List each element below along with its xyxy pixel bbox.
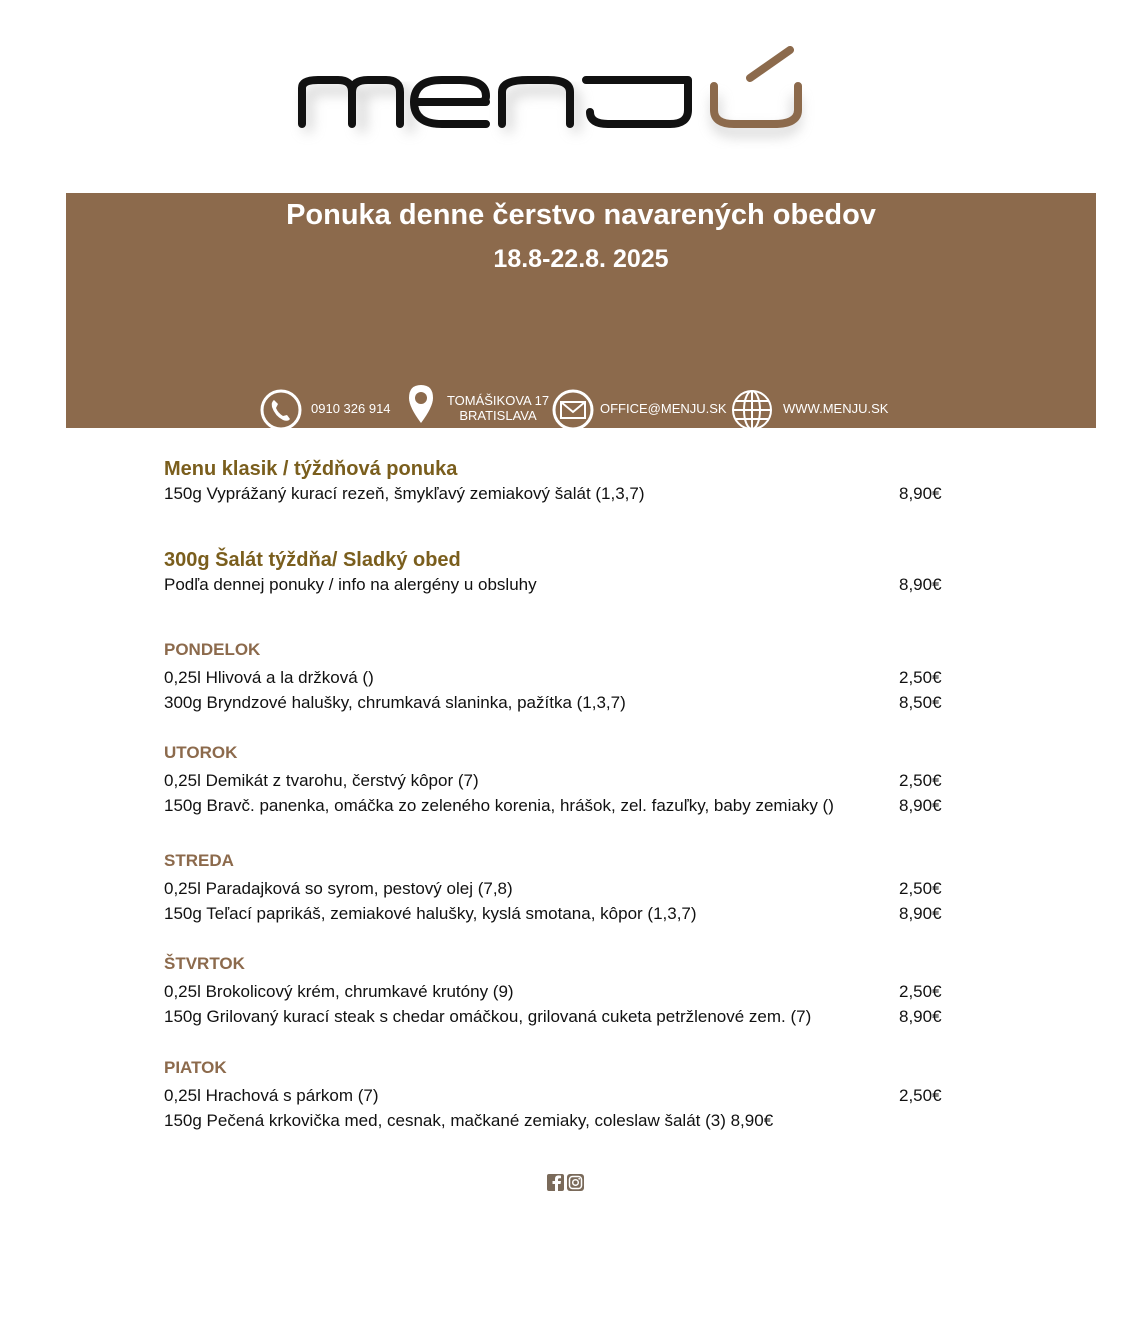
special-section <box>164 458 964 506</box>
item-price: 2,50€ <box>899 982 942 1001</box>
item-description: 150g Grilovaný kurací steak s chedar omáčkou, grilovaná cuketa petržlenové zem. (7) <box>164 1007 812 1026</box>
address <box>443 393 553 423</box>
item-description: 0,25l Hlivová a la držková () <box>164 668 374 687</box>
day-section-utorok <box>164 743 964 818</box>
item-price: 2,50€ <box>899 879 942 898</box>
special-heading: Menu klasik / týždňová ponuka <box>164 458 458 480</box>
day-heading: PONDELOK <box>164 640 261 659</box>
instagram-icon[interactable] <box>567 1174 584 1191</box>
page-title: Ponuka denne čerstvo navarených obedov <box>286 199 876 231</box>
menu-item <box>164 690 964 715</box>
email-icon <box>551 388 595 428</box>
item-price: 8,90€ <box>899 904 942 923</box>
item-description: 0,25l Hrachová s párkom (7) <box>164 1086 379 1105</box>
day-section-piatok <box>164 1058 964 1133</box>
item-price: 2,50€ <box>899 668 942 687</box>
menu-item <box>164 876 964 901</box>
item-description: 150g Bravč. panenka, omáčka zo zeleného korenia, hrášok, zel. fazuľky, baby zemiaky () <box>164 796 834 815</box>
menu-item <box>164 1108 964 1133</box>
item-description: 0,25l Brokolicový krém, chrumkavé krutóny (9) <box>164 982 514 1001</box>
item-price: 8,50€ <box>899 693 942 712</box>
menu-item <box>164 572 964 597</box>
address-city: BRATISLAVA <box>459 408 537 423</box>
item-description: 0,25l Demikát z tvarohu, čerstvý kôpor (7) <box>164 771 479 790</box>
item-description: 150g Pečená krkovička med, cesnak, mačkané zemiaky, coleslaw šalát (3) 8,90€ <box>164 1111 774 1130</box>
address-street: TOMÁŠIKOVA 17 <box>446 393 550 408</box>
special-section <box>164 549 964 597</box>
special-heading: 300g Šalát týždňa/ Sladký obed <box>164 549 461 571</box>
menu-item <box>164 901 964 926</box>
day-heading: ŠTVRTOK <box>164 954 245 973</box>
menu-item <box>164 1083 964 1108</box>
item-price: 2,50€ <box>899 771 942 790</box>
menu-item <box>164 793 964 818</box>
facebook-icon[interactable] <box>547 1174 564 1191</box>
day-heading: PIATOK <box>164 1058 227 1077</box>
item-description: 150g Teľací paprikáš, zemiakové halušky, kyslá smotana, kôpor (1,3,7) <box>164 904 697 923</box>
item-description: 0,25l Paradajková so syrom, pestový olej (7,8) <box>164 879 513 898</box>
social-links <box>546 1173 586 1198</box>
menu-item <box>164 481 964 506</box>
menu-item <box>164 979 964 1004</box>
day-section-pondelok <box>164 640 964 715</box>
item-price: 8,90€ <box>899 796 942 815</box>
item-price: 8,90€ <box>899 575 942 594</box>
phone-number[interactable]: 0910 326 914 <box>311 401 391 416</box>
item-description: Podľa dennej ponuky / info na alergény u obsluhy <box>164 575 537 594</box>
globe-icon <box>730 388 774 428</box>
menu-item <box>164 768 964 793</box>
item-description: 150g Vyprážaný kurací rezeň, šmykľavý zemiakový šalát (1,3,7) <box>164 484 645 503</box>
location-pin-icon <box>406 383 436 425</box>
item-price: 8,90€ <box>899 484 942 503</box>
item-price: 8,90€ <box>899 1007 942 1026</box>
item-price: 2,50€ <box>899 1086 942 1105</box>
phone-icon <box>259 388 303 428</box>
menju-logo <box>290 40 850 150</box>
header-banner <box>66 193 1096 428</box>
day-section-stvrtok <box>164 954 964 1029</box>
day-section-streda <box>164 851 964 926</box>
menu-item <box>164 1004 964 1029</box>
day-heading: UTOROK <box>164 743 238 762</box>
date-range: 18.8-22.8. 2025 <box>493 245 669 273</box>
menu-item <box>164 665 964 690</box>
item-description: 300g Bryndzové halušky, chrumkavá slaninka, pažítka (1,3,7) <box>164 693 626 712</box>
day-heading: STREDA <box>164 851 234 870</box>
email-address[interactable]: OFFICE@MENJU.SK <box>600 401 727 416</box>
website[interactable]: WWW.MENJU.SK <box>783 401 889 416</box>
